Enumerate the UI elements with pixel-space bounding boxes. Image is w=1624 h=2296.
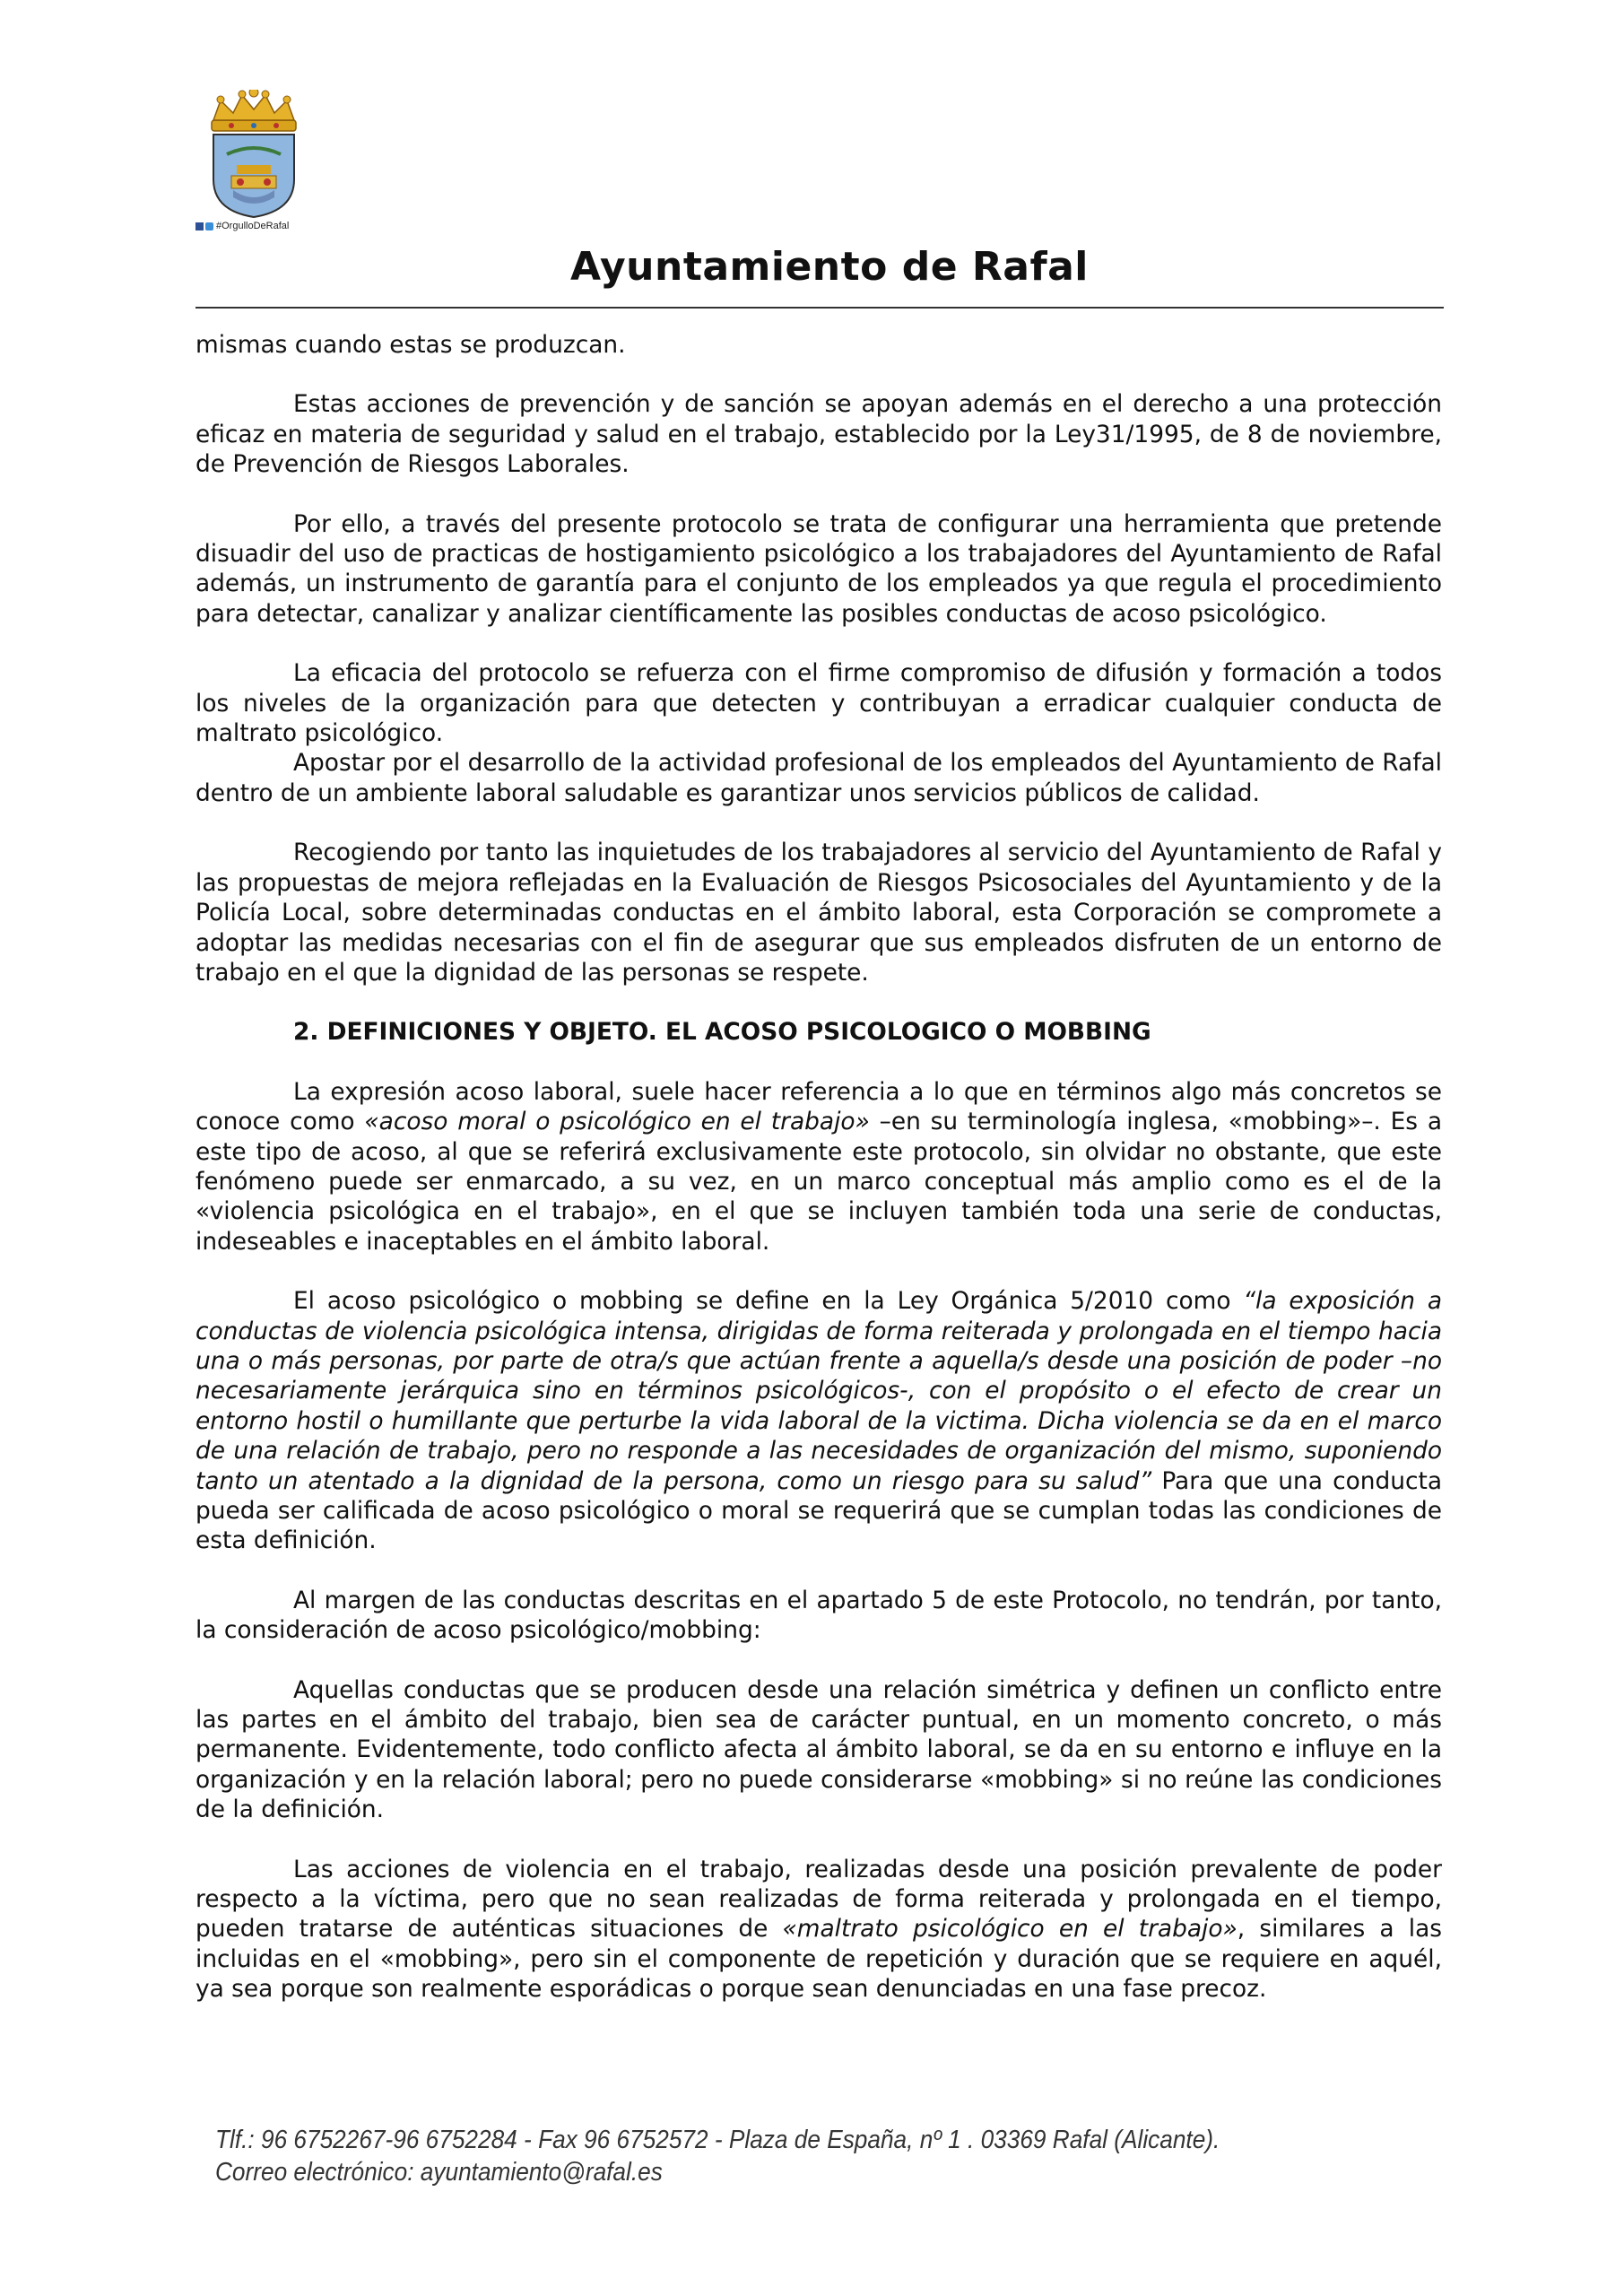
footer-contact-line: Tlf.: 96 6752267-96 6752284 - Fax 96 6752572 - Plaza de España, nº 1 . 03369 Rafal (Alicante). [215, 2126, 1220, 2154]
paragraph-continuation: mismas cuando estas se produzcan. [195, 331, 626, 359]
twitter-icon [205, 222, 213, 230]
page-header-title: Ayuntamiento de Rafal [570, 244, 1089, 290]
paragraph [195, 1286, 1442, 1556]
text-run: , similares a las incluidas en el «mobbing», pero sin el componente de repetición y duración que se requiere en aquél, ya sea porque son realmente esporádicas o porque sean denunciadas en una fase precoz. [195, 1915, 1442, 2004]
text-run: El acoso psicológico o mobbing se define en la Ley Orgánica 5/2010 como [293, 1287, 1244, 1316]
crest-social-tag [195, 221, 289, 231]
footer-email-line: Correo electrónico: ayuntamiento@rafal.es [215, 2158, 663, 2187]
paragraph: Recogiendo por tanto las inquietudes de los trabajadores al servicio del Ayuntamiento de Rafal y las propuestas de mejora reflejadas en la Evaluación de Riesgos Psicosociales del Ayuntamiento y de la Policía Local, sobre determinadas conductas en el ámbito laboral, esta Corporación se compromete a adoptar las medidas necesarias con el fin de asegurar que sus empleados disfruten de un entorno de trabajo en el que la dignidad de las personas se respete. [195, 839, 1442, 987]
facebook-icon [195, 222, 204, 230]
paragraph: Estas acciones de prevención y de sanción se apoyan además en el derecho a una protección eficaz en materia de seguridad y salud en el trabajo, establecido por la Ley31/1995, de 8 de noviembre, de Prevención de Riesgos Laborales. [195, 390, 1442, 479]
text-run: Para que una conducta pueda ser calificada de acoso psicológico o moral se requerirá que se cumplan todas las condiciones de esta definición. [195, 1466, 1442, 1555]
document-body [195, 330, 1442, 2034]
italic-text-run: «acoso moral o psicológico en el trabajo» [364, 1108, 870, 1136]
italic-text-run: «maltrato psicológico en el trabajo» [782, 1915, 1238, 1944]
section-heading: 2. DEFINICIONES Y OBJETO. EL ACOSO PSICOLOGICO O MOBBING [293, 1018, 1151, 1047]
text-run: –en su terminología inglesa, «mobbing»–. Es a este tipo de acoso, al que se referirá exclusivamente este protocolo, sin olvidar no obstante, que este fenómeno puede ser enmarcado, a su vez, en un marco conceptual más amplio como es el de la «violencia psicológica en el trabajo», en el que se incluyen también toda una serie de conductas, indeseables e inaceptables en el ámbito laboral. [195, 1108, 1443, 1256]
crown-icon [212, 90, 296, 131]
paragraph: Al margen de las conductas descritas en el apartado 5 de este Protocolo, no tendrán, por tanto, la consideración de acoso psicológico/mobbing: [195, 1586, 1442, 1645]
page-footer [215, 2124, 1220, 2188]
municipal-crest-logo [187, 90, 321, 233]
crest-icon [187, 90, 321, 220]
paragraph: Apostar por el desarrollo de la actividad profesional de los empleados del Ayuntamiento de Rafal dentro de un ambiente laboral saludable es garantizar unos servicios públicos de calidad. [195, 749, 1442, 807]
text-run: La expresión acoso laboral, suele hacer referencia a lo que en términos algo más concretos se conoce como [195, 1077, 1442, 1136]
paragraph: La eficacia del protocolo se refuerza con el firme compromiso de difusión y formación a todos los niveles de la organización para que detecten y contribuyan a erradicar cualquier conducta de maltrato psicológico. [195, 659, 1442, 748]
italic-text-run: “la exposición a conductas de violencia psicológica intensa, dirigidas de forma reiterada y prolongada en el tiempo hacia una o más personas, por parte de otra/s que actúan frente a aquella/s desde una posición de poder –no necesariamente jerárquica sino en términos psicológicos-, con el propósito o el efecto de crear un entorno hostil o humillante que perturbe la vida laboral de la victima. Dicha violencia se da en el marco de una relación de trabajo, pero no responde a las necesidades de organización del mismo, suponiendo tanto un atentado a la dignidad de la persona, como un riesgo para su salud” [195, 1287, 1442, 1495]
paragraph: Aquellas conductas que se producen desde una relación simétrica y definen un conflicto entre las partes en el ámbito del trabajo, bien sea de carácter puntual, en un momento concreto, o más permanente. Evidentemente, todo conflicto afecta al ámbito laboral, se da en su entorno e influye en la organización y en la relación laboral; pero no puede considerarse «mobbing» si no reúne las condiciones de la definición. [195, 1675, 1442, 1824]
text-run: Las acciones de violencia en el trabajo, realizadas desde una posición prevalente de poder respecto a la víctima, pero que no sean realizadas de forma reiterada y prolongada en el tiempo, pueden tratarse de auténticas situaciones de [195, 1855, 1442, 1944]
paragraph [195, 1855, 1442, 2005]
paragraph: Por ello, a través del presente protocolo se trata de configurar una herramienta que pretende disuadir del uso de practicas de hostigamiento psicológico a los trabajadores del Ayuntamiento de Rafal además, un instrumento de garantía para el conjunto de los empleados ya que regula el procedimiento para detectar, canalizar y analizar científicamente las posibles conductas de acoso psicológico. [195, 509, 1442, 628]
paragraph [195, 1077, 1442, 1257]
social-hashtag: #OrgulloDeRafal [216, 221, 290, 231]
header-divider [195, 307, 1444, 309]
